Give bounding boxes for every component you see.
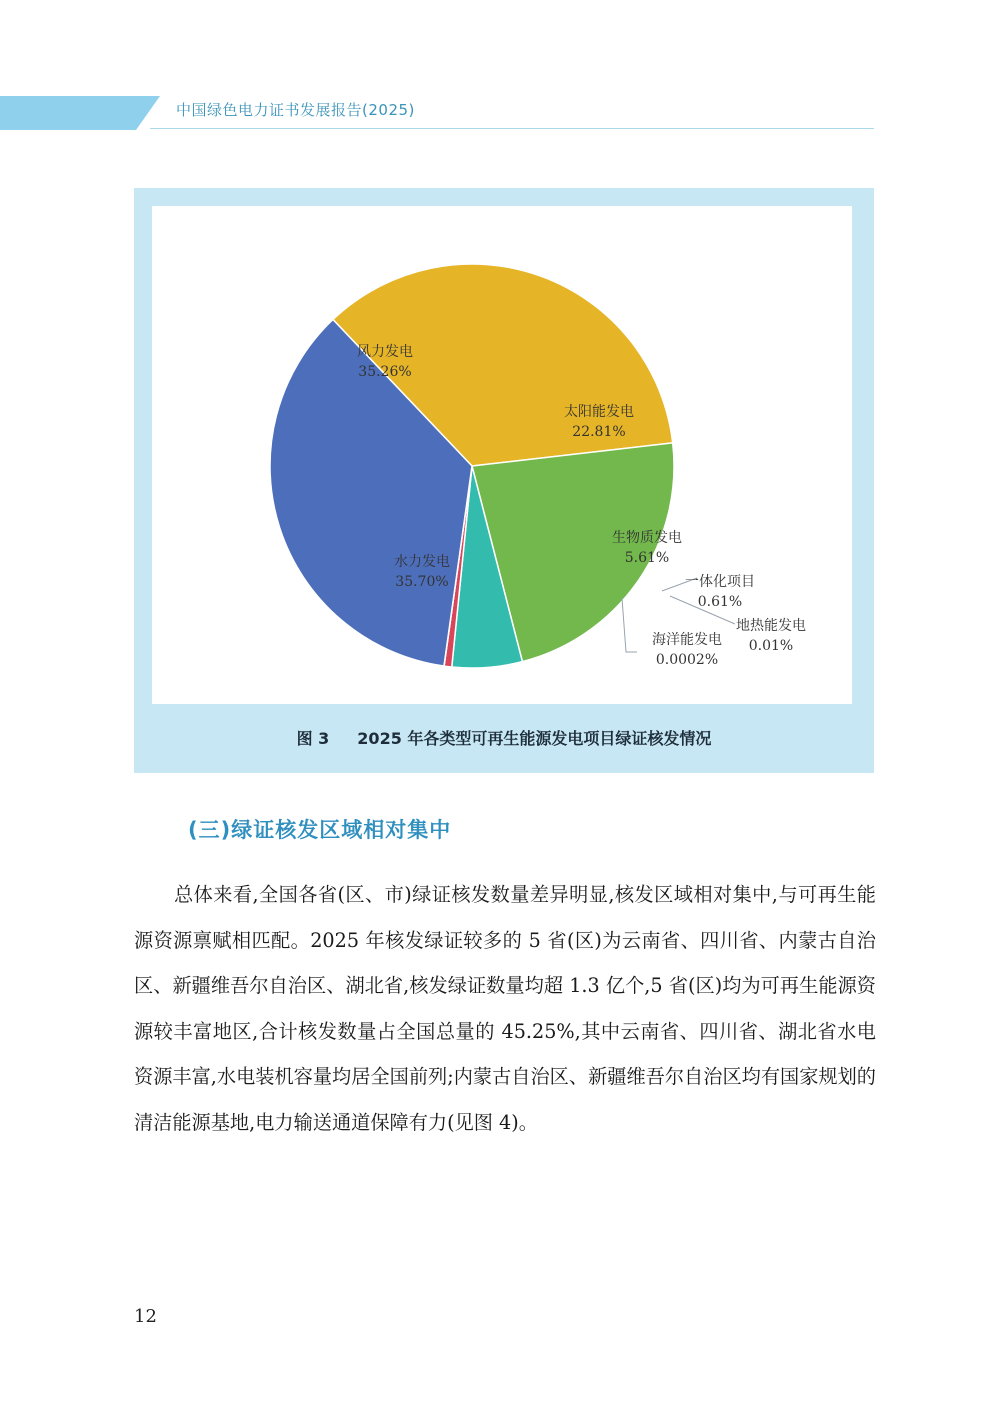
slice-label-4: 地热能发电 [736,618,806,634]
slice-value-5: 0.0002% [655,652,719,668]
leader-line-5 [622,598,637,652]
slice-value-1: 22.81% [572,424,626,440]
section-heading: (三)绿证核发区域相对集中 [188,818,452,842]
slice-value-0: 35.26% [358,364,412,380]
header-rule [150,128,874,129]
header-band [0,96,160,130]
slice-label-6: 水力发电 [394,554,450,570]
figure-caption-text: 2025 年各类型可再生能源发电项目绿证核发情况 [357,729,712,748]
slice-label-2: 生物质发电 [612,530,682,546]
slice-value-6: 35.70% [395,574,449,590]
slice-label-5: 海洋能发电 [652,632,722,648]
slice-value-2: 5.61% [624,550,670,566]
pie-chart [152,206,852,704]
body-paragraph: 总体来看,全国各省(区、市)绿证核发数量差异明显,核发区域相对集中,与可再生能源资源禀赋相匹配。2025 年核发绿证较多的 5 省(区)为云南省、四川省、内蒙古自治区、新疆维吾尔自治区、湖北省,核发绿证数量均超 1.3 亿个,5 省(区)均为可再生能源资源较丰富地区,合计核发数量占全国总量的 45.25%,其中云南省、四川省、湖北省水电资源丰富,水电装机容量均居全国前列;内蒙古自治区、新疆维吾尔自治区均有国家规划的清洁能源基地,电力输送通道保障有力(见图 4)。 [134,883,876,1134]
running-header-title: 中国绿色电力证书发展报告(2025) [176,101,415,119]
slice-label-0: 风力发电 [357,344,413,360]
figure-caption [134,726,874,749]
slice-label-1: 太阳能发电 [564,404,634,420]
figure-caption-number: 图 3 [296,729,330,748]
page-number: 12 [134,1306,157,1327]
slice-label-3: 一体化项目 [685,574,755,590]
slice-value-3: 0.61% [697,594,743,610]
slice-value-4: 0.01% [748,638,794,654]
